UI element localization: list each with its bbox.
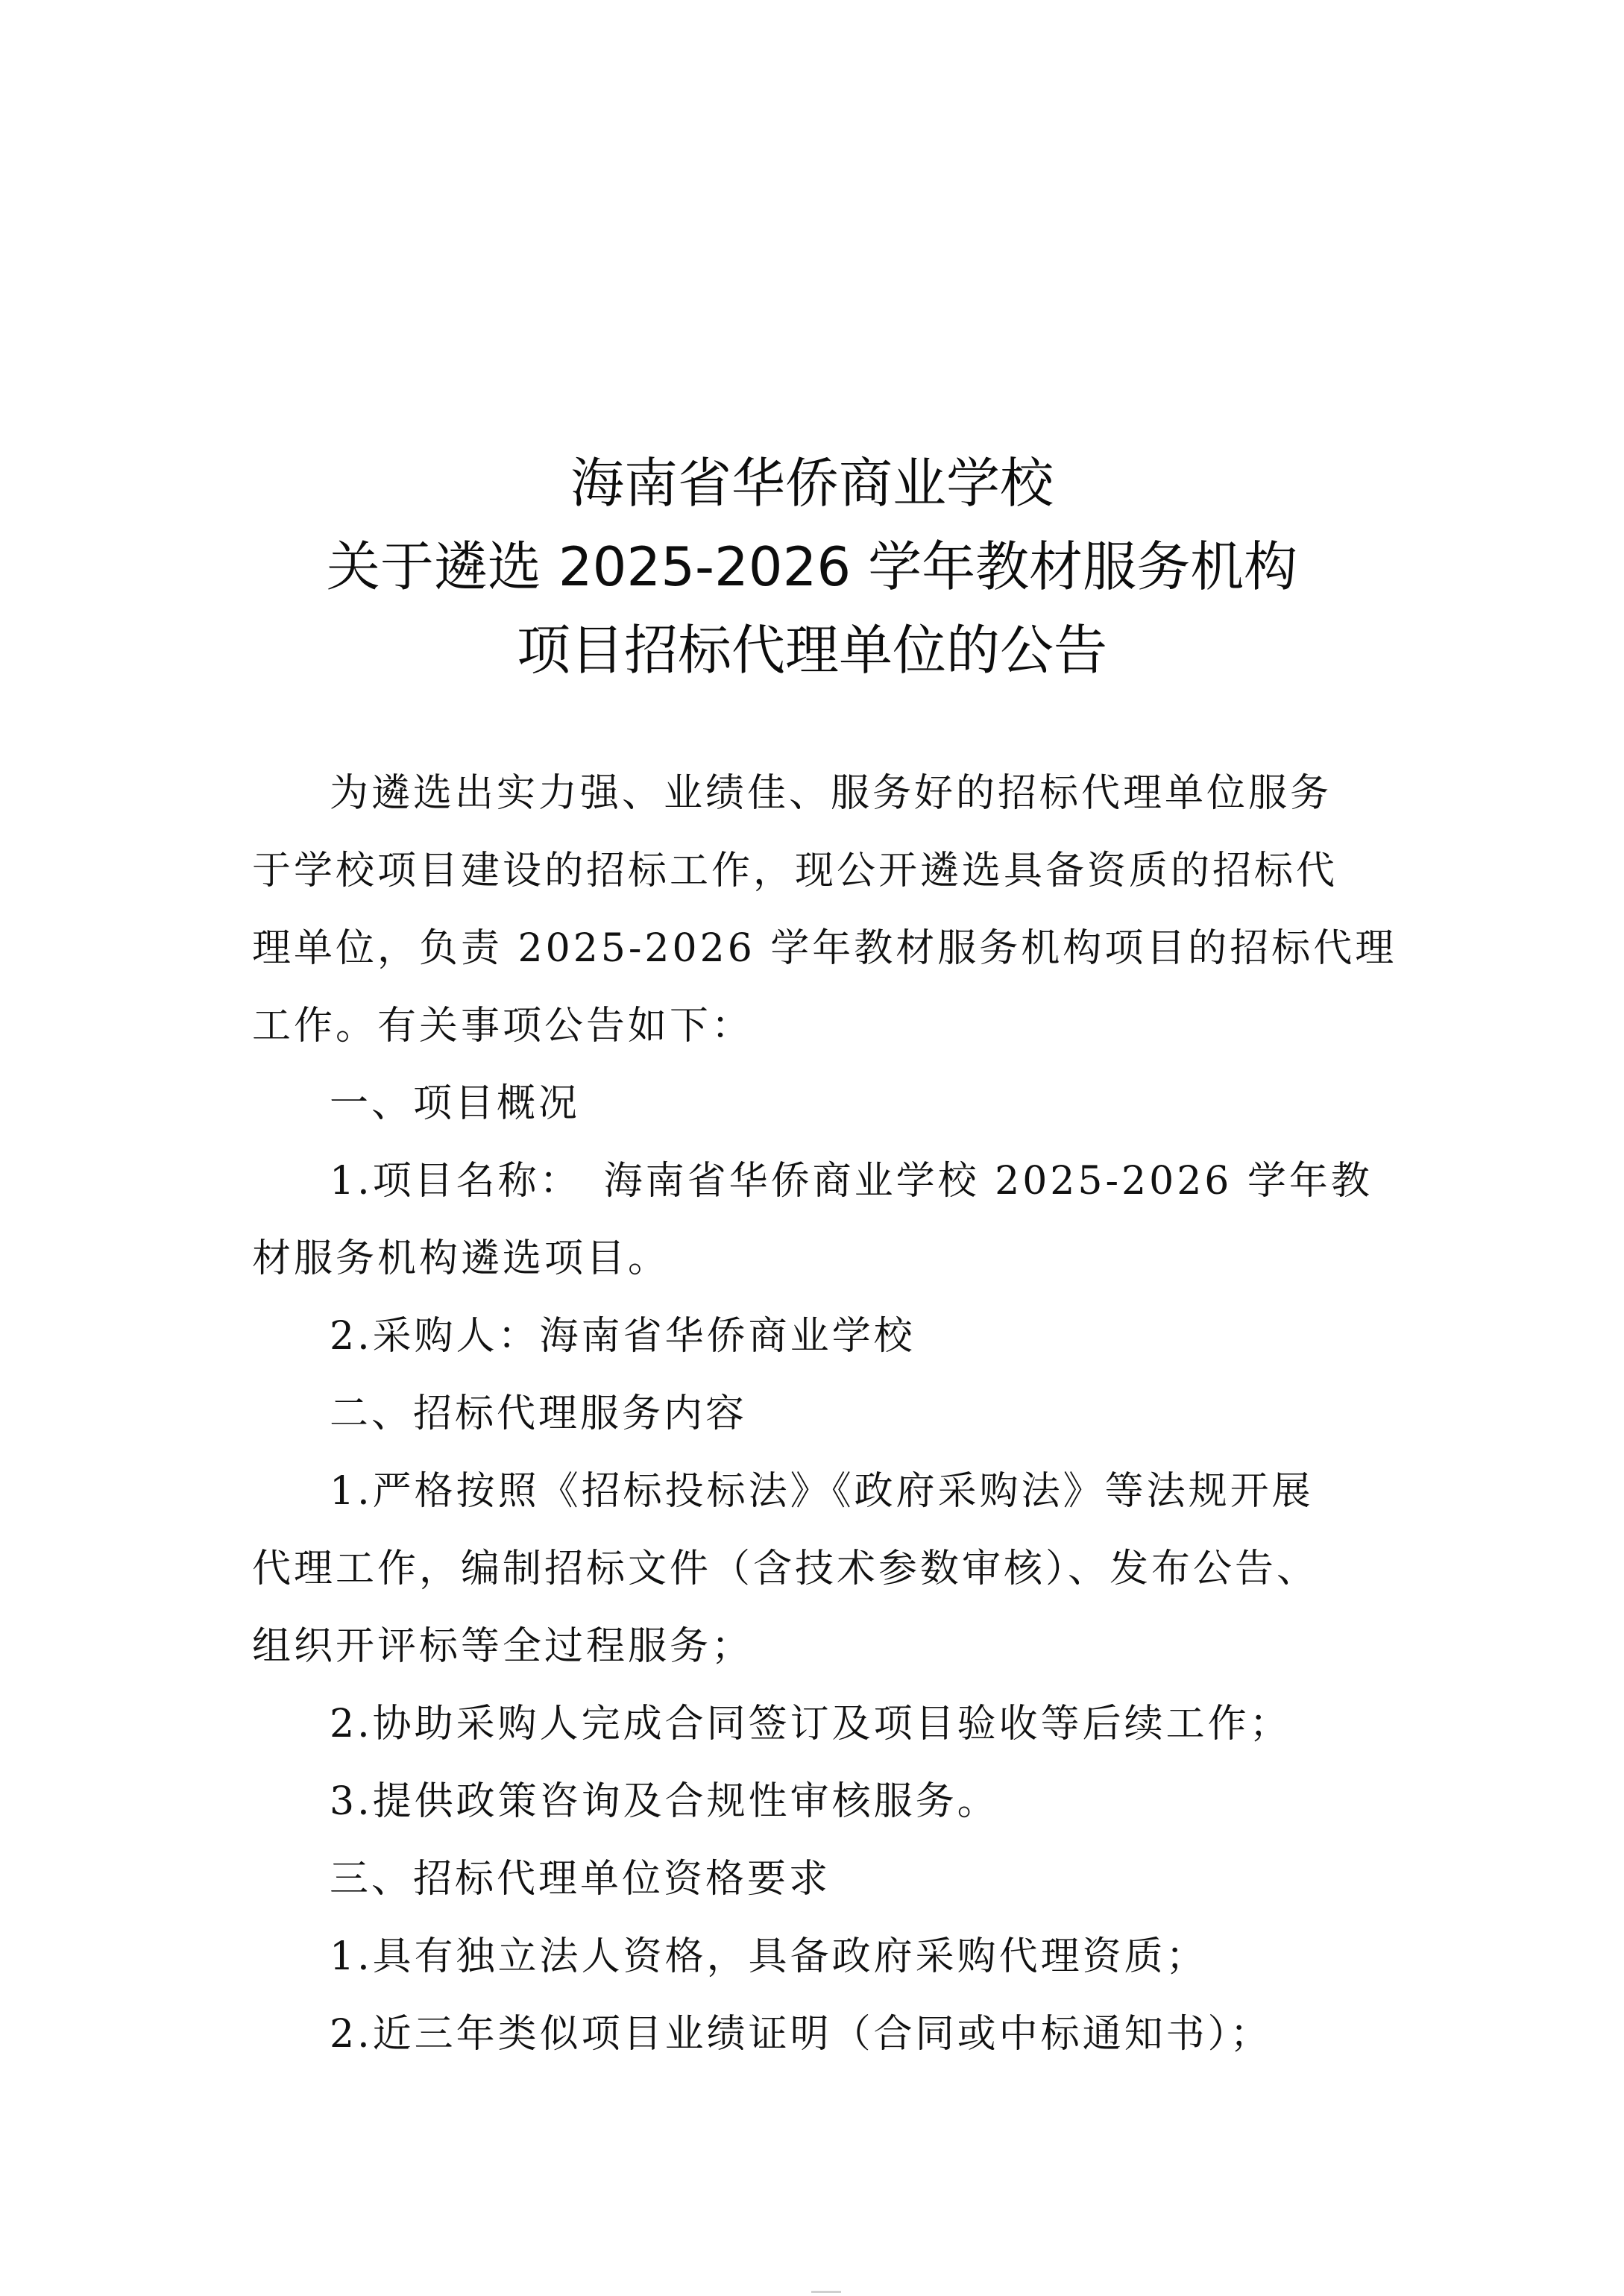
intro-line-1: 为遴选出实力强、业绩佳、服务好的招标代理单位服务 [330,771,1332,816]
announcement-title [0,441,1624,692]
overview-item-purchaser: 2.采购人：海南省华侨商业学校 [330,1314,916,1359]
intro-line-2: 于学校项目建设的招标工作，现公开遴选具备资质的招标代 [252,849,1338,893]
section-heading-qualifications: 三、招标代理单位资格要求 [330,1857,831,1902]
announcement-body [252,755,1397,2073]
overview-item-project-name: 1.项目名称： 海南省华侨商业学校 2025-2026 学年教 [330,1159,1373,1204]
scan-artifact [811,2291,841,2293]
overview-item-project-name-cont: 材服务机构遴选项目。 [252,1236,670,1281]
intro-line-4: 工作。有关事项公告如下： [252,1004,754,1048]
services-item-1: 1.严格按照《招标投标法》《政府采购法》等法规开展 [330,1469,1314,1514]
qualifications-item-2: 2.近三年类似项目业绩证明（合同或中标通知书）； [330,2012,1272,2057]
services-item-3: 3.提供政策咨询及合规性审核服务。 [330,1779,999,1824]
section-heading-services: 二、招标代理服务内容 [330,1391,748,1436]
services-item-2: 2.协助采购人完成合同签订及项目验收等后续工作； [330,1702,1291,1746]
qualifications-item-1: 1.具有独立法人资格，具备政府采购代理资质； [330,1934,1208,1979]
title-line-subject: 关于遴选 2025-2026 学年教材服务机构 [326,535,1298,598]
services-item-1-cont-b: 组织开评标等全过程服务； [252,1624,754,1669]
title-line-project: 项目招标代理单位的公告 [516,619,1107,682]
services-item-1-cont-a: 代理工作，编制招标文件（含技术参数审核）、发布公告、 [252,1547,1319,1591]
title-line-school: 海南省华侨商业学校 [570,452,1054,515]
section-heading-overview: 一、项目概况 [330,1081,581,1126]
intro-line-3: 理单位，负责 2025-2026 学年教材服务机构项目的招标代理 [252,926,1397,971]
